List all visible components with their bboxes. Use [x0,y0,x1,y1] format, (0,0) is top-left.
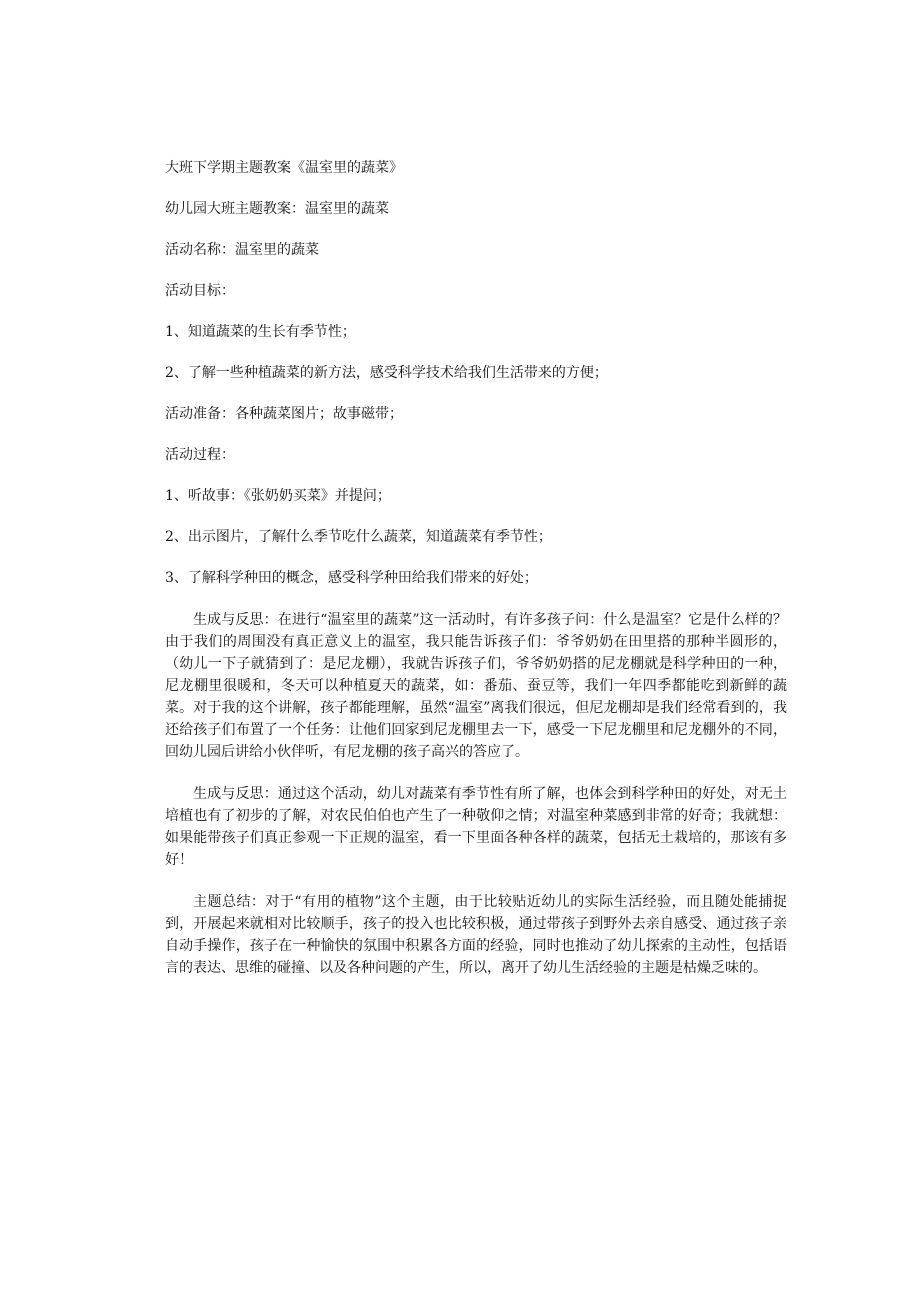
document-subtitle: 幼儿园大班主题教案：温室里的蔬菜 [165,201,389,217]
activity-preparation: 活动准备：各种蔬菜图片；故事磁带； [165,406,403,422]
process-item-2: 2、出示图片，了解什么季节吃什么蔬菜，知道蔬菜有季节性； [165,529,552,545]
summary-paragraph: 主题总结：对于“有用的植物”这个主题，由于比较贴近幼儿的实际生活经验，而且随处能捕捉到，开展起来就相对比较顺手，孩子的投入也比较积极，通过带孩子到野外去亲自感受、通过孩子亲自动手操作，孩子在一种愉快的氛围中积累各方面的经验，同时也推动了幼儿探索的主动性，包括语言的表达、思维的碰撞、以及各种问题的产生，所以，离开了幼儿生活经验的主题是枯燥乏味的。 [165,894,787,976]
goals-heading: 活动目标： [165,283,235,299]
process-item-1: 1、听故事：《张奶奶买菜》并提问； [165,488,391,504]
goal-item-2: 2、了解一些种植蔬菜的新方法，感受科学技术给我们生活带来的方便； [165,365,608,381]
document-body [165,158,787,999]
goal-item-1: 1、知道蔬菜的生长有季节性； [165,324,356,340]
document-title: 大班下学期主题教案《温室里的蔬菜》 [165,160,403,176]
activity-name: 活动名称：温室里的蔬菜 [165,242,319,258]
process-heading: 活动过程： [165,447,235,463]
process-item-3: 3、了解科学种田的概念，感受科学种田给我们带来的好处； [165,570,538,586]
reflection-paragraph-1: 生成与反思：在进行“温室里的蔬菜”这一活动时，有许多孩子问：什么是温室？它是什么样的？由于我们的周围没有真正意义上的温室，我只能告诉孩子们：爷爷奶奶在田里搭的那种半圆形的，（幼儿一下子就猜到了：是尼龙棚），我就告诉孩子们，爷爷奶奶搭的尼龙棚就是科学种田的一种，尼龙棚里很暖和，冬天可以种植夏天的蔬菜，如：番茄、蚕豆等，我们一年四季都能吃到新鲜的蔬菜。对于我的这个讲解，孩子都能理解，虽然“温室”离我们很远，但尼龙棚却是我们经常看到的，我还给孩子们布置了一个任务：让他们回家到尼龙棚里去一下，感受一下尼龙棚里和尼龙棚外的不同，回幼儿园后讲给小伙伴听，有尼龙棚的孩子高兴的答应了。 [165,612,787,760]
reflection-paragraph-2: 生成与反思：通过这个活动，幼儿对蔬菜有季节性有所了解，也体会到科学种田的好处，对无土培植也有了初步的了解，对农民伯伯也产生了一种敬仰之情；对温室种菜感到非常的好奇；我就想：如果能带孩子们真正参观一下正规的温室，看一下里面各种各样的蔬菜，包括无土栽培的，那该有多好！ [165,786,787,868]
